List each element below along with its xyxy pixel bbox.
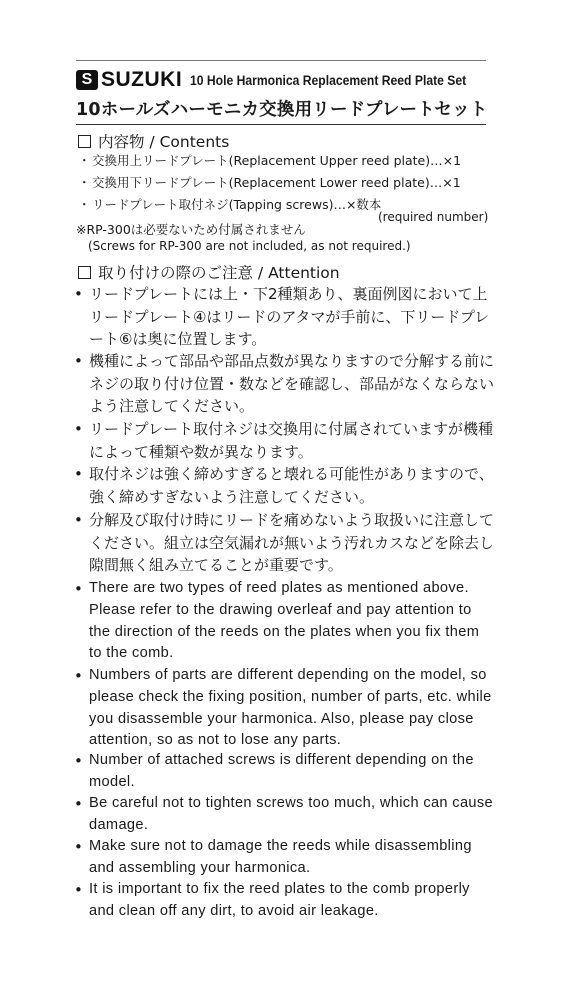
bullet-dot: • — [74, 420, 83, 438]
required-number-note: (required number) — [378, 210, 489, 224]
bullet-dot: • — [74, 752, 83, 770]
bullet-dot: • — [74, 881, 83, 899]
contents-item-text: 交換用上リードプレート(Replacement Upper reed plate)…×1 — [92, 153, 462, 168]
bullet-dot: • — [74, 465, 83, 483]
brand-name: SUZUKI — [101, 68, 183, 91]
list-item — [78, 173, 461, 191]
checkbox-square-icon — [78, 135, 91, 148]
attention-text-ja: 取付ネジは強く締めすぎると壊れる可能性がありますので、強く締めすぎないよう注意してください。 — [89, 465, 494, 506]
list-item — [78, 151, 461, 169]
attention-text-en: Be careful not to tighten screws too much, which can cause damage. — [89, 795, 493, 833]
contents-item-text: 交換用下リードプレート(Replacement Lower reed plate)…×1 — [92, 175, 461, 190]
attention-heading — [78, 261, 340, 283]
bullet-dot: • — [74, 511, 83, 529]
attention-heading-text: 取り付けの際のご注意 / Attention — [98, 264, 340, 282]
list-bullet: ・ — [78, 153, 91, 168]
attention-text-ja: リードプレート取付ネジは交換用に付属されていますが機種によって種類や数が異なります。 — [89, 420, 493, 461]
bullet-dot: • — [74, 667, 83, 685]
contents-heading — [78, 130, 229, 152]
header — [76, 68, 486, 92]
header-rule — [76, 124, 486, 125]
checkbox-square-icon — [78, 266, 91, 279]
attention-text-en: There are two types of reed plates as mentioned above. Please refer to the drawing overleaf and pay attention to the direction of the reeds on the plates when you fix them to the comb. — [89, 580, 480, 662]
attention-text-ja: 分解及び取付け時にリードを痛めないよう取扱いに注意してください。組立は空気漏れが無いよう汚れカスなどを除去し隙間無く組み立てることが重要です。 — [89, 511, 495, 574]
bullet-dot: • — [74, 352, 83, 370]
contents-item-text: リードプレート取付ネジ(Tapping screws)…×数本 — [92, 197, 382, 212]
attention-text-ja: リードプレートには上・下2種類あり、裏面例図において上リードプレート④はリードのアタマが手前に、下リードプレート⑥は奥に位置します。 — [89, 285, 490, 348]
attention-text-en: Numbers of parts are different depending on the model, so please check the fixing position, number of parts, etc. while you disassemble your harmonica. Also, please pay close attention, so as not to lose any parts. — [89, 667, 492, 749]
bullet-dot: • — [74, 795, 83, 813]
top-rule — [76, 60, 486, 61]
list-item — [78, 195, 381, 213]
suzuki-logo — [76, 68, 182, 92]
contents-heading-text: 内容物 / Contents — [98, 133, 230, 151]
bullet-dot: • — [74, 838, 83, 856]
bullet-dot: • — [74, 580, 83, 598]
attention-text-en: Make sure not to damage the reeds while disassembling and assembling your harmonica. — [89, 838, 472, 876]
bullet-dot: • — [74, 285, 83, 303]
attention-text-en: Number of attached screws is different depending on the model. — [89, 752, 474, 790]
list-bullet: ・ — [78, 197, 91, 212]
rp300-note-en: (Screws for RP-300 are not included, as not required.) — [88, 239, 411, 253]
rp300-note-ja: ※RP-300は必要ないため付属されません — [76, 222, 306, 237]
attention-text-ja: 機種によって部品や部品点数が異なりますので分解する前にネジの取り付け位置・数などを確認し、部品がなくならないよう注意してください。 — [89, 352, 495, 415]
product-title-en: 10 Hole Harmonica Replacement Reed Plate Set — [190, 72, 467, 88]
suzuki-logo-icon: S — [76, 70, 98, 90]
attention-text-en: It is important to fix the reed plates to the comb properly and clean off any dirt, to avoid air leakage. — [89, 881, 470, 919]
product-title-ja: 10ホールズハーモニカ交換用リードプレートセット — [76, 100, 488, 120]
list-bullet: ・ — [78, 175, 91, 190]
